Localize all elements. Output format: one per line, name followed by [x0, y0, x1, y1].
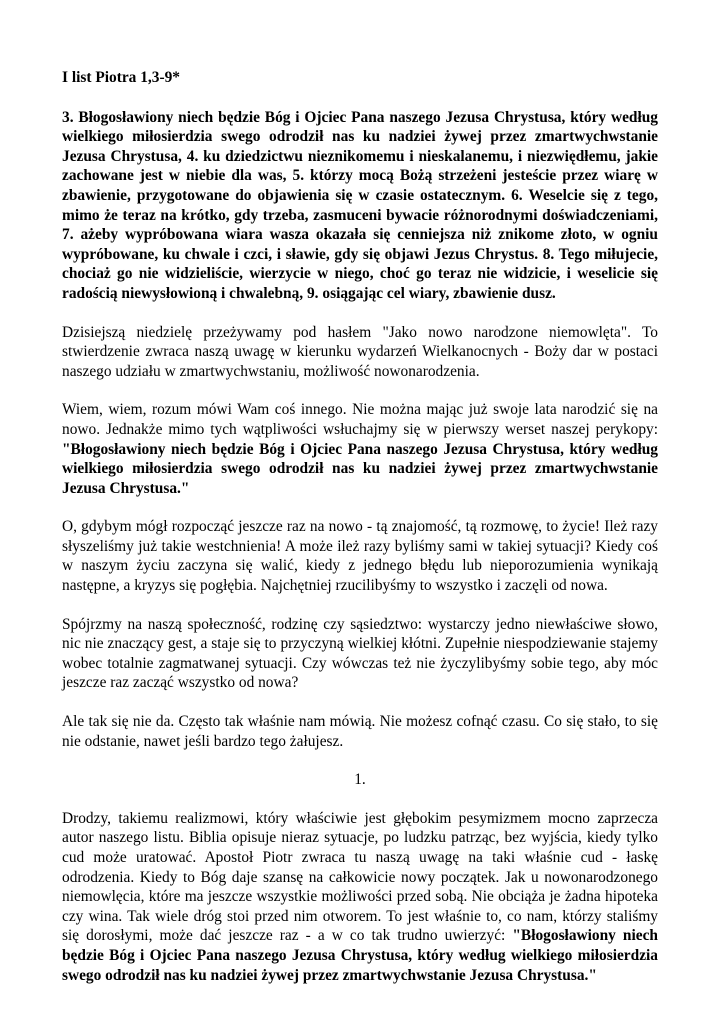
paragraph-6-quote: "Błogosławiony niech będzie Bóg i Ojciec Pana naszego Jezusa Chrystusa, który według wielkiego miłosierdzia swego odrodził nas ku nadziei żywej przez zmartwychwstanie Jezusa Chrystusa.": [62, 927, 658, 984]
paragraph-2-quote: "Błogosławiony niech będzie Bóg i Ojciec Pana naszego Jezusa Chrystusa, który według wielkiego miłosierdzia swego odrodził nas ku nadziei żywej przez zmartwychwstanie Jezusa Chrystusa.": [62, 440, 658, 497]
paragraph-6: [62, 809, 658, 985]
paragraph-5: Ale tak się nie da. Często tak właśnie nam mówią. Nie możesz cofnąć czasu. Co się stało, to się nie odstanie, nawet jeśli bardzo tego żałujesz.: [62, 713, 658, 750]
paragraph-2: [62, 400, 658, 498]
paragraph-3: O, gdybym mógł rozpocząć jeszcze raz na nowo - tą znajomość, tą rozmowę, to życie! Ileż razy słyszeliśmy już takie westchnienia! A może ileż razy byliśmy sami w takiej sytuacji? Kiedy coś w naszym życiu zaczyna się walić, kiedy z jednego błędu lub nieporozumienia wynikają następne, a kryzys się pogłębia. Najchętniej rzucilibyśmy to wszystko i zaczęli od nowa.: [62, 518, 658, 595]
paragraph-2-text: Wiem, wiem, rozum mówi Wam coś innego. Nie można mając już swoje lata narodzić się na nowo. Jednakże mimo tych wątpliwości wsłuchajmy się w pierwszy werset naszej perykopy:: [62, 401, 658, 438]
paragraph-1: Dzisiejszą niedzielę przeżywamy pod hasłem "Jako nowo narodzone niemowlęta". To stwierdzenie zwraca naszą uwagę w kierunku wydarzeń Wielkanocnych - Boży dar w postaci naszego udziału w zmartwychwstaniu, możliwość nowonarodzenia.: [62, 323, 658, 380]
scripture-passage: 3. Błogosławiony niech będzie Bóg i Ojciec Pana naszego Jezusa Chrystusa, który według wielkiego miłosierdzia swego odrodził nas ku nadziei żywej przez zmartwychwstanie Jezusa Chrystusa, 4. ku dziedzictwu nieznikomemu i nieskalanemu, i niezwiędłemu, jakie zachowane jest w niebie dla was, 5. którzy mocą Bożą strzeżeni jesteście przez wiarę w zbawienie, przygotowane do objawienia się w czasie ostatecznym. 6. Weselcie się z tego, mimo że teraz na krótko, gdy trzeba, zasmuceni bywacie różnorodnymi doświadczeniami, 7. ażeby wypróbowana wiara wasza okazała się cenniejsza niż znikome złoto, w ogniu wypróbowane, ku chwale i czci, i sławie, gdy się objawi Jezus Chrystus. 8. Tego miłujecie, chociaż go nie widzieliście, wierzycie w niego, choć go teraz nie widzicie, i weselicie się radością niewysłowioną i chwalebną, 9. osiągając cel wiary, zbawienie dusz.: [62, 108, 658, 302]
document-page: [62, 68, 658, 985]
page-number: 1.: [354, 771, 366, 789]
paragraph-4: Spójrzmy na naszą społeczność, rodzinę czy sąsiedztwo: wystarczy jedno niewłaściwe słowo, nic nie znaczący gest, a staje się to przyczyną wielkiej kłótni. Zupełnie niespodziewanie stajemy wobec totalnie zagmatwanej sytuacji. Czy wówczas też nie życzylibyśmy sobie tego, aby móc jeszcze raz zacząć wszystko od nowa?: [62, 615, 658, 692]
document-heading: I list Piotra 1,3-9*: [62, 69, 180, 86]
paragraph-6-text: Drodzy, takiemu realizmowi, który właściwie jest głębokim pesymizmem mocno zaprzecza autor naszego listu. Biblia opisuje nieraz sytuacje, po ludzku patrząc, bez wyjścia, kiedy tylko cud może uratować. Apostoł Piotr zwraca tu naszą uwagę na taki właśnie cud - łaskę odrodzenia. Kiedy to Bóg daje szansę na całkowicie nowy początek. Jak u nowonarodzonego niemowlęcia, które ma jeszcze wszystkie możliwości przed sobą. Nie obciąża je żadna hipoteka czy wina. Tak wiele dróg stoi przed nim otworem. To jest właśnie to, co nam, którzy staliśmy się dorosłymi, może dać jeszcze raz - a w co tak trudno uwierzyć:: [62, 809, 658, 945]
